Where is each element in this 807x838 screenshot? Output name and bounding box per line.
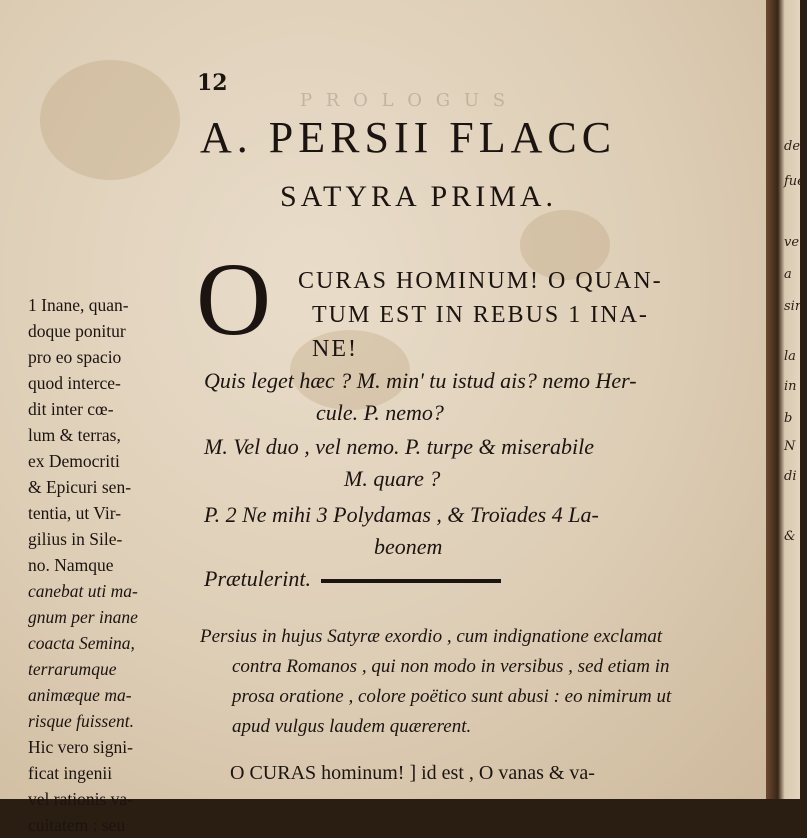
margin-note-line: vel rationis va- [28, 789, 133, 809]
edge-text-fragment: fue [784, 174, 805, 189]
commentary-line: Persius in hujus Satyræ exordio , cum indignatione exclamat [200, 626, 663, 647]
margin-note-line: gilius in Sile- [28, 529, 123, 549]
margin-note-line: canebat uti ma- [28, 581, 138, 601]
margin-note-line: ex Democriti [28, 451, 120, 471]
rule-line [321, 579, 501, 583]
margin-note-line: cuitatem : seu [28, 815, 126, 835]
margin-note-line: ficat ingenii [28, 763, 113, 783]
margin-note-line: quod interce- [28, 373, 121, 393]
verse-line: CURAS HOMINUM! O QUAN- [298, 268, 663, 294]
verse-line: M. Vel duo , vel nemo. P. turpe & miserabile [204, 434, 595, 459]
edge-text-fragment: & [784, 529, 796, 544]
margin-note-line: no. Namque [28, 555, 114, 575]
edge-text-fragment: dec [784, 139, 807, 154]
edge-text-fragment: b [784, 411, 793, 426]
margin-note-line: pro eo spacio [28, 347, 122, 367]
verse-line: P. 2 Ne mihi 3 Polydamas , & Troïades 4 La- [204, 502, 599, 527]
verse-line-text: Prætulerint. [204, 566, 311, 591]
commentary-line: O CURAS hominum! ] id est , O vanas & va- [230, 762, 595, 784]
margin-note-line: coacta Semina, [28, 633, 135, 653]
verse-line: Quis leget hæc ? M. min' tu istud ais? nemo Her- [204, 368, 637, 393]
margin-note-line: gnum per inane [28, 607, 138, 627]
margin-note-line: risque fuissent. [28, 711, 134, 731]
margin-note-line: tentia, ut Vir- [28, 503, 122, 523]
commentary-line: apud vulgus laudem quærerent. [232, 716, 472, 737]
margin-note-line: & Epicuri sen- [28, 477, 132, 497]
margin-note-line: dit inter cœ- [28, 399, 114, 419]
drop-capital: O [196, 242, 272, 357]
verse-line: beonem [374, 534, 443, 559]
page-title: A. PERSII FLACC [200, 113, 617, 162]
margin-note [28, 292, 196, 838]
margin-note-line: Hic vero signi- [28, 737, 133, 757]
margin-note-line: doque ponitur [28, 321, 126, 341]
next-page-edge [766, 0, 800, 799]
edge-text-fragment: la [784, 349, 796, 364]
verse-line: TUM EST IN REBUS 1 INA- [312, 302, 649, 328]
edge-text-fragment: in [784, 379, 797, 394]
commentary-line: contra Romanos , qui non modo in versibus , sed etiam in [232, 656, 670, 677]
margin-note-line: 1 Inane, quan- [28, 295, 129, 315]
margin-note-line: lum & terras, [28, 425, 121, 445]
page-number: 12 [197, 70, 228, 96]
edge-text-fragment: ve [784, 235, 800, 250]
edge-text-fragment: di [784, 469, 797, 484]
verse-line: M. quare ? [344, 466, 441, 491]
satire-subtitle: SATYRA PRIMA. [280, 180, 558, 213]
paper-stain [40, 60, 180, 180]
verse-line [204, 566, 501, 592]
verse-line: cule. P. nemo? [316, 400, 444, 425]
margin-note-line: animæque ma- [28, 685, 132, 705]
edge-text-fragment: a [784, 267, 792, 282]
edge-text-fragment: sir [784, 299, 802, 314]
show-through-running-head: P R O L O G U S [300, 90, 510, 111]
verse-line: NE! [312, 336, 358, 362]
commentary-line: prosa oratione , colore poëtico sunt abusi : eo nimirum ut [232, 686, 672, 707]
edge-text-fragment: N [784, 439, 796, 454]
margin-note-line: terrarumque [28, 659, 117, 679]
